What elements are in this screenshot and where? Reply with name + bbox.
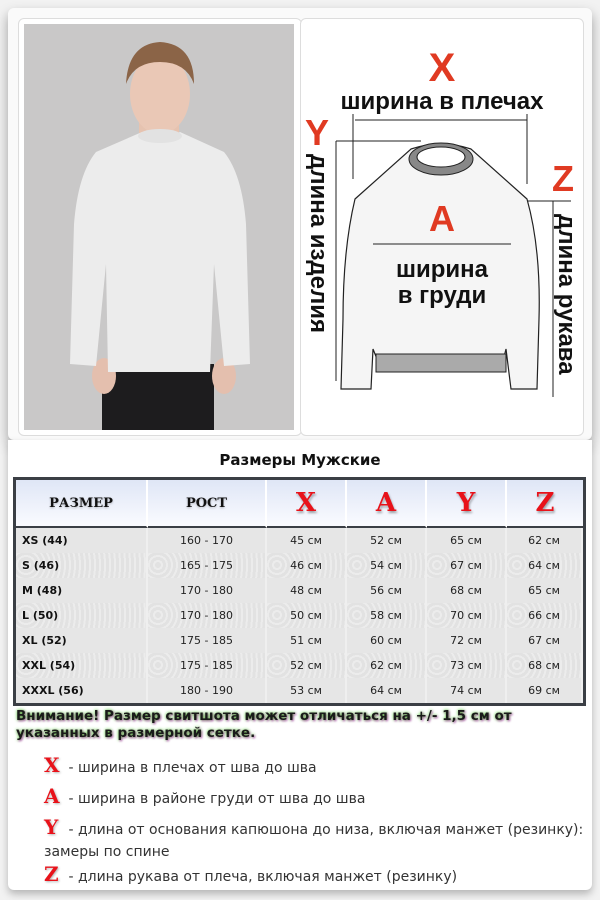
- cell-y: 72 см: [427, 628, 507, 653]
- legend-letter: A: [44, 784, 60, 808]
- cell-x: 45 см: [267, 528, 347, 553]
- cell-height: 170 - 180: [148, 603, 267, 628]
- cell-z: 64 см: [507, 553, 583, 578]
- cell-size: M (48): [16, 578, 148, 603]
- header-size: РАЗМЕР: [16, 480, 148, 528]
- cell-size: XXXL (56): [16, 678, 148, 703]
- legend-item-y: [44, 816, 584, 863]
- size-table-title: Размеры Мужские: [219, 451, 381, 469]
- cell-height: 175 - 185: [148, 628, 267, 653]
- header-x: X: [267, 480, 347, 528]
- cell-a: 56 см: [347, 578, 427, 603]
- cell-z: 68 см: [507, 653, 583, 678]
- cell-height: 160 - 170: [148, 528, 267, 553]
- diagram-a-letter: A: [429, 198, 455, 239]
- size-table: [13, 477, 586, 706]
- diagram-a-label-2: в груди: [397, 282, 487, 309]
- cell-size: XXL (54): [16, 653, 148, 678]
- header-y: Y: [427, 480, 507, 528]
- legend-item-a: [44, 785, 584, 810]
- cell-z: 67 см: [507, 628, 583, 653]
- diagram-y-letter: Y: [304, 112, 330, 153]
- cell-x: 50 см: [267, 603, 347, 628]
- header-a: A: [347, 480, 427, 528]
- table-row: [16, 603, 583, 628]
- cell-z: 62 см: [507, 528, 583, 553]
- diagram-x-label: ширина в плечах: [340, 88, 544, 115]
- cell-size: L (50): [16, 603, 148, 628]
- diagram-x-letter: X: [428, 46, 456, 90]
- table-row: [16, 678, 583, 703]
- cell-a: 60 см: [347, 628, 427, 653]
- cell-a: 52 см: [347, 528, 427, 553]
- cell-z: 65 см: [507, 578, 583, 603]
- legend-letter: X: [44, 753, 60, 777]
- cell-y: 74 см: [427, 678, 507, 703]
- cell-a: 62 см: [347, 653, 427, 678]
- cell-y: 73 см: [427, 653, 507, 678]
- legend-text: - длина от основания капюшона до низа, включая манжет (резинку): замеры по спине: [44, 822, 584, 860]
- table-row: [16, 528, 583, 553]
- model-illustration: [24, 24, 294, 430]
- header-height: РОСТ: [148, 480, 267, 528]
- legend-item-x: [44, 754, 584, 779]
- legend-text: - длина рукава от плеча, включая манжет (резинку): [68, 869, 458, 885]
- table-row: [16, 578, 583, 603]
- diagram-y-label: длина изделия: [305, 154, 332, 334]
- legend-letter: Y: [44, 815, 59, 839]
- cell-x: 51 см: [267, 628, 347, 653]
- cell-height: 180 - 190: [148, 678, 267, 703]
- model-photo: [24, 24, 294, 430]
- cell-y: 67 см: [427, 553, 507, 578]
- cell-height: 170 - 180: [148, 578, 267, 603]
- header-z: Z: [507, 480, 583, 528]
- cell-x: 53 см: [267, 678, 347, 703]
- legend-text: - ширина в районе груди от шва до шва: [68, 791, 366, 807]
- table-header-row: [16, 480, 583, 528]
- cell-size: XS (44): [16, 528, 148, 553]
- cell-y: 70 см: [427, 603, 507, 628]
- cell-height: 175 - 185: [148, 653, 267, 678]
- legend-item-z: [44, 863, 584, 888]
- table-row: [16, 553, 583, 578]
- measurement-diagram: [300, 18, 584, 436]
- cell-z: 69 см: [507, 678, 583, 703]
- cell-a: 64 см: [347, 678, 427, 703]
- size-warning: Внимание! Размер свитшота может отличаться на +/- 1,5 см от указанных в размерной сетке.: [16, 708, 512, 741]
- cell-size: S (46): [16, 553, 148, 578]
- diagram-a-label-1: ширина: [395, 256, 489, 283]
- cell-x: 52 см: [267, 653, 347, 678]
- table-row: [16, 653, 583, 678]
- diagram-z-label: длина рукава: [553, 214, 580, 375]
- diagram-z-letter: Z: [552, 158, 574, 199]
- cell-height: 165 - 175: [148, 553, 267, 578]
- cell-x: 46 см: [267, 553, 347, 578]
- legend-letter: Z: [44, 862, 59, 886]
- cell-a: 54 см: [347, 553, 427, 578]
- table-row: [16, 628, 583, 653]
- cell-y: 65 см: [427, 528, 507, 553]
- legend-text: - ширина в плечах от шва до шва: [68, 760, 317, 776]
- cell-a: 58 см: [347, 603, 427, 628]
- cell-z: 66 см: [507, 603, 583, 628]
- cell-y: 68 см: [427, 578, 507, 603]
- measurement-legend: [44, 754, 584, 894]
- cell-size: XL (52): [16, 628, 148, 653]
- cell-x: 48 см: [267, 578, 347, 603]
